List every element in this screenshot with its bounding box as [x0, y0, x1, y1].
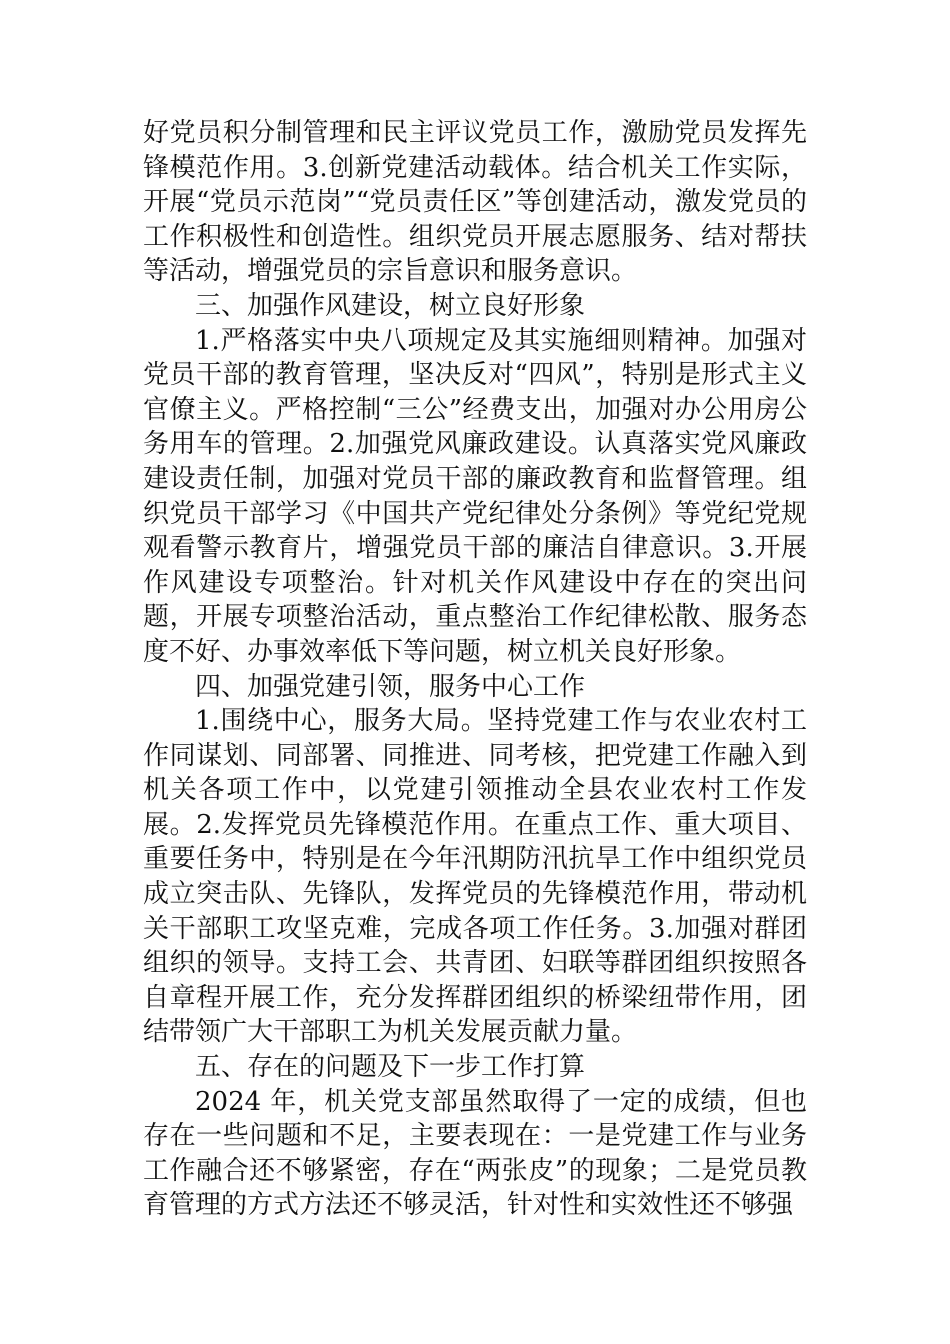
section-heading: 五、存在的问题及下一步工作打算: [195, 1052, 586, 1083]
document-page: [143, 116, 807, 1223]
body-paragraph: 1.围绕中心，服务大局。坚持党建工作与农业农村工作同谋划、同部署、同推进、同考核，把党建工作融入到机关各项工作中，以党建引领推动全县农业农村工作发展。2.发挥党员先锋模范作用。在重点工作、重大项目、重要任务中，特别是在今年汛期防汛抗旱工作中组织党员成立突击队、先锋队，发挥党员的先锋模范作用，带动机关干部职工攻坚克难，完成各项工作任务。3.加强对群团组织的领导。支持工会、共青团、妇联等群团组织按照各自章程开展工作，充分发挥群团组织的桥梁纽带作用，团结带领广大干部职工为机关发展贡献力量。: [143, 706, 807, 1048]
section-heading: 四、加强党建引领，服务中心工作: [195, 671, 586, 702]
body-paragraph: 1.严格落实中央八项规定及其实施细则精神。加强对党员干部的教育管理，坚决反对“四风”，特别是形式主义官僚主义。严格控制“三公”经费支出，加强对办公用房公务用车的管理。2.加强党风廉政建设。认真落实党风廉政建设责任制，加强对党员干部的廉政教育和监督管理。组织党员干部学习《中国共产党纪律处分条例》等党纪党规观看警示教育片，增强党员干部的廉洁自律意识。3.开展作风建设专项整治。针对机关作风建设中存在的突出问题，开展专项整治活动，重点整治工作纪律松散、服务态度不好、办事效率低下等问题，树立机关良好形象。: [143, 325, 807, 667]
body-paragraph: 2024 年，机关党支部虽然取得了一定的成绩，但也存在一些问题和不足，主要表现在：一是党建工作与业务工作融合还不够紧密，存在“两张皮”的现象；二是党员教育管理的方式方法还不够灵活，针对性和实效性还不够强: [143, 1086, 807, 1221]
body-paragraph: 好党员积分制管理和民主评议党员工作，激励党员发挥先锋模范作用。3.创新党建活动载体。结合机关工作实际，开展“党员示范岗”“党员责任区”等创建活动，激发党员的工作积极性和创造性。组织党员开展志愿服务、结对帮扶等活动，增强党员的宗旨意识和服务意识。: [143, 118, 807, 287]
section-heading: 三、加强作风建设，树立良好形象: [195, 290, 586, 321]
